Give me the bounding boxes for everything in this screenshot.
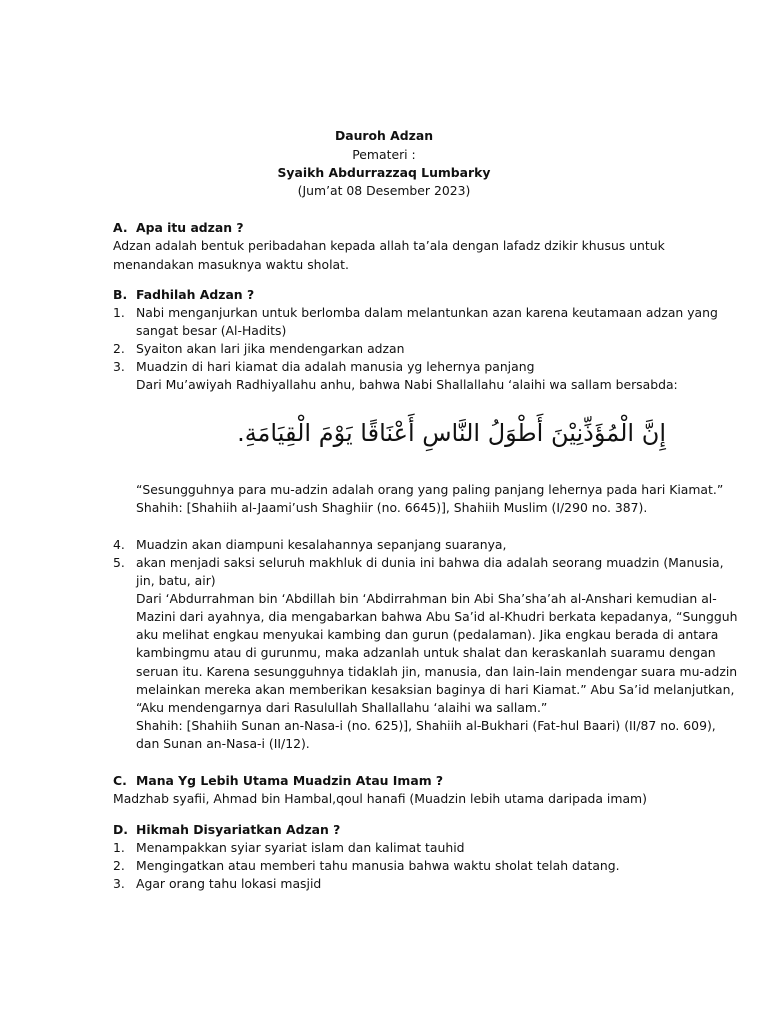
list-item-line: Muadzin di hari kiamat dia adalah manusia yg lehernya panjang <box>136 359 535 374</box>
list-item-line: “Aku mendengarnya dari Rasulullah Shallallahu ‘alaihi wa sallam.” <box>136 700 548 715</box>
list-item-line: Muadzin akan diampuni kesalahannya sepanjang suaranya, <box>136 537 507 552</box>
section-a-para-line: menandakan masuknya waktu sholat. <box>113 257 349 272</box>
list-number: 1. <box>113 840 125 855</box>
list-number: 5. <box>113 555 125 570</box>
list-item-line: jin, batu, air) <box>136 573 216 588</box>
list-item-line: sangat besar (Al-Hadits) <box>136 323 287 338</box>
list-item-line: Dari ‘Abdurrahman bin ‘Abdillah bin ‘Abdirrahman bin Abi Sha’sha’ah al-Anshari kemudian al- <box>136 591 717 606</box>
list-number: 1. <box>113 305 125 320</box>
pemateri-label: Pemateri : <box>352 147 416 162</box>
list-item-line: Agar orang tahu lokasi masjid <box>136 876 322 891</box>
doc-date: (Jum’at 08 Desember 2023) <box>297 183 471 198</box>
list-item-line: Menampakkan syiar syariat islam dan kalimat tauhid <box>136 840 465 855</box>
list-number: 2. <box>113 341 125 356</box>
section-a-heading: Apa itu adzan ? <box>136 220 244 235</box>
section-b-heading: Fadhilah Adzan ? <box>136 287 255 302</box>
section-c-marker: C. <box>113 773 127 788</box>
section-b-marker: B. <box>113 287 128 302</box>
section-c-para: Madzhab syafii, Ahmad bin Hambal,qoul hanafi (Muadzin lebih utama daripada imam) <box>113 791 647 806</box>
list-number: 3. <box>113 359 125 374</box>
arabic-hadith: إِنَّ الْمُؤَذِّنِيْنَ أَطْوَلُ النَّاسِ أَعْنَاقًا يَوْمَ الْقِيَامَةِ. <box>237 419 666 447</box>
list-item-line: Mazini dari ayahnya, dia mengabarkan bahwa Abu Sa’id al-Khudri berkata kepadanya, “Sungguh <box>136 609 738 624</box>
list-item-line: Shahih: [Shahiih Sunan an-Nasa-i (no. 625)], Shahiih al-Bukhari (Fat-hul Baari) (II/87 no. 609), <box>136 718 716 733</box>
doc-title: Dauroh Adzan <box>334 128 434 143</box>
hadith-translation-line: “Sesungguhnya para mu-adzin adalah orang yang paling panjang lehernya pada hari Kiamat.” <box>136 482 724 497</box>
list-number: 2. <box>113 858 125 873</box>
speaker-name: Syaikh Abdurrazzaq Lumbarky <box>277 165 491 180</box>
hadith-reference-line: Shahih: [Shahiih al-Jaami’ush Shaghiir (no. 6645)], Shahiih Muslim (I/290 no. 387). <box>136 500 648 515</box>
section-c-heading: Mana Yg Lebih Utama Muadzin Atau Imam ? <box>136 773 444 788</box>
list-item-line: dan Sunan an-Nasa-i (II/12). <box>136 736 310 751</box>
list-item-line: melainkan mereka akan memberikan kesaksian baginya di hari Kiamat.” Abu Sa’id melanjutkan, <box>136 682 735 697</box>
list-item-line: kambingmu atau di gurunmu, maka adzanlah untuk shalat dan keraskanlah suaramu dengan <box>136 645 716 660</box>
list-item-line: aku melihat engkau menyukai kambing dan gurun (pedalaman). Jika engkau berada di antara <box>136 627 719 642</box>
list-item-line: Mengingatkan atau memberi tahu manusia bahwa waktu sholat telah datang. <box>136 858 620 873</box>
list-item-line: Dari Mu’awiyah Radhiyallahu anhu, bahwa Nabi Shallallahu ‘alaihi wa sallam bersabda: <box>136 377 678 392</box>
section-a-marker: A. <box>113 220 128 235</box>
list-number: 3. <box>113 876 125 891</box>
section-d-marker: D. <box>113 822 128 837</box>
list-item-line: Nabi menganjurkan untuk berlomba dalam melantunkan azan karena keutamaan adzan yang <box>136 305 718 320</box>
list-item-line: akan menjadi saksi seluruh makhluk di dunia ini bahwa dia adalah seorang muadzin (Manusia, <box>136 555 724 570</box>
section-d-heading: Hikmah Disyariatkan Adzan ? <box>136 822 341 837</box>
section-a-para-line: Adzan adalah bentuk peribadahan kepada allah ta’ala dengan lafadz dzikir khusus untuk <box>113 238 665 253</box>
list-number: 4. <box>113 537 125 552</box>
list-item-line: Syaiton akan lari jika mendengarkan adzan <box>136 341 405 356</box>
list-item-line: seruan itu. Karena sesungguhnya tidaklah jin, manusia, dan lain-lain mendengar suara mu-adzin <box>136 664 738 679</box>
